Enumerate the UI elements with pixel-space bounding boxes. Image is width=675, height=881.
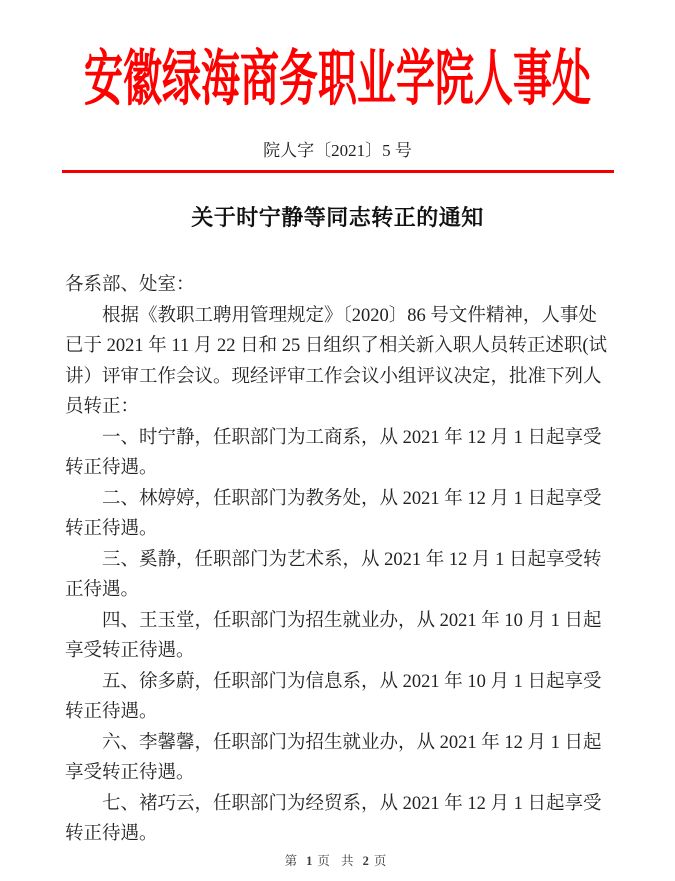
red-separator-rule [62, 170, 614, 174]
notice-body [65, 270, 611, 850]
body-line-salutation: 各系部、处室： [65, 275, 195, 295]
org-title: 安徽绿海商务职业学院人事处 [83, 46, 591, 114]
body-line: 享受转正待遇。 [65, 641, 195, 661]
body-line: 转正待遇。 [65, 824, 158, 844]
body-line-item-6: 六、李馨馨，任职部门为招生就业办，从 2021 年 12 月 1 日起 [102, 732, 602, 753]
body-line-item-2: 二、林婷婷，任职部门为教务处，从 2021 年 12 月 1 日起享受 [102, 488, 602, 509]
footer-current-page: 1 [306, 854, 313, 868]
body-line: 转正待遇。 [65, 702, 158, 722]
footer-prefix: 第 [284, 854, 302, 868]
footer-middle: 页 共 [317, 854, 358, 868]
page-footer [0, 852, 675, 870]
footer-suffix: 页 [373, 854, 391, 868]
body-line: 正待遇。 [65, 580, 140, 600]
body-line: 员转正： [65, 397, 140, 417]
body-line: 享受转正待遇。 [65, 763, 195, 783]
body-line-item-1: 一、时宁静，任职部门为工商系，从 2021 年 12 月 1 日起享受 [102, 427, 602, 448]
body-line-item-7: 七、褚巧云，任职部门为经贸系，从 2021 年 12 月 1 日起享受 [102, 793, 602, 814]
body-line: 根据《教职工聘用管理规定》〔2020〕86 号文件精神，人事处 [102, 305, 597, 326]
body-line: 转正待遇。 [65, 458, 158, 478]
body-line: 已于 2021 年 11 月 22 日和 25 日组织了相关新入职人员转正述职(试 [65, 336, 607, 356]
doc-number: 院人字〔2021〕5 号 [263, 141, 412, 160]
body-line: 讲）评审工作会议。现经评审工作会议小组评议决定，批准下列人 [65, 366, 602, 387]
footer-total-pages: 2 [362, 854, 369, 868]
notice-title: 关于时宁静等同志转正的通知 [191, 205, 484, 230]
body-line-item-5: 五、徐多蔚，任职部门为信息系，从 2021 年 10 月 1 日起享受 [102, 671, 602, 692]
body-line-item-4: 四、王玉堂，任职部门为招生就业办，从 2021 年 10 月 1 日起 [102, 610, 602, 631]
body-line: 转正待遇。 [65, 519, 158, 539]
body-line-item-3: 三、奚静，任职部门为艺术系，从 2021 年 12 月 1 日起享受转 [102, 549, 602, 570]
